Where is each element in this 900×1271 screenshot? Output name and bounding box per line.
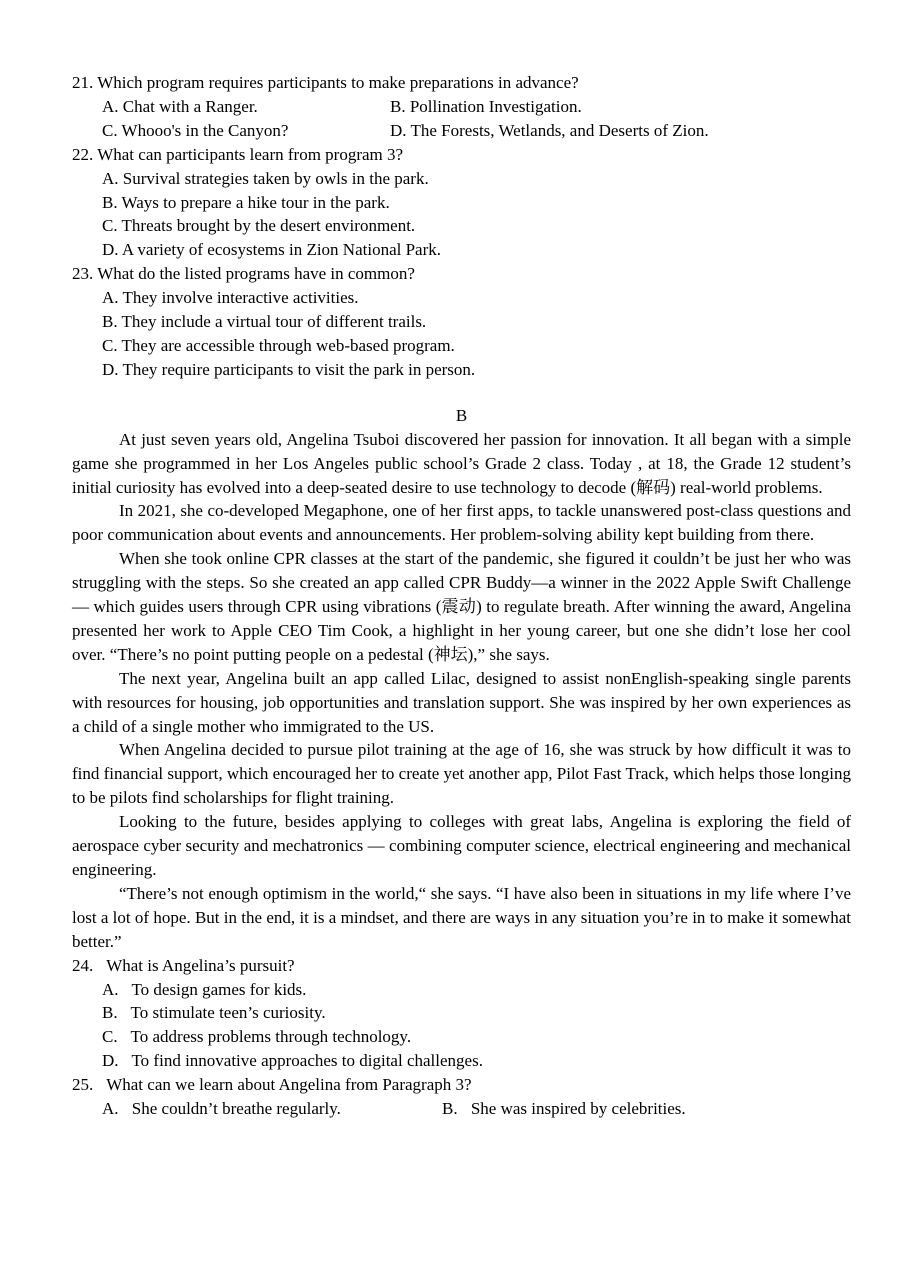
option-label: A. bbox=[102, 168, 119, 188]
option-text: Survival strategies taken by owls in the park. bbox=[122, 168, 429, 188]
options-list bbox=[72, 286, 851, 382]
option-text: They are accessible through web-based program. bbox=[121, 335, 455, 355]
option-22b bbox=[102, 191, 851, 215]
option-label: C. bbox=[102, 216, 118, 236]
question-number: 24. bbox=[72, 955, 94, 975]
question-text: Which program requires participants to make preparations in advance? bbox=[97, 73, 579, 92]
option-label: A. bbox=[102, 288, 119, 308]
option-label: C. bbox=[102, 335, 118, 355]
option-label: B. bbox=[390, 96, 406, 116]
option-21d bbox=[390, 119, 851, 143]
option-text: They involve interactive activities. bbox=[122, 288, 359, 308]
passage-paragraph-5: When Angelina decided to pursue pilot training at the age of 16, she was struck by how difficult it was to find financial support, which encouraged her to create yet another app, Pilot Fast Track, which helps those longing to be pilots find scholarships for flight training. bbox=[72, 740, 851, 808]
option-label: D. bbox=[390, 120, 407, 140]
passage-paragraph-2: In 2021, she co-developed Megaphone, one of her first apps, to tackle unanswered post-class questions and poor communication about events and announcements. Her problem-solving ability kept building from there. bbox=[72, 501, 851, 545]
option-22d bbox=[102, 238, 851, 262]
option-25b bbox=[442, 1097, 851, 1121]
option-24b bbox=[102, 1001, 851, 1025]
reading-passage-b bbox=[72, 404, 851, 954]
passage-paragraph-1: At just seven years old, Angelina Tsuboi discovered her passion for innovation. It all began with a simple game she programmed in her Los Angeles public school’s Grade 2 class. Today , at 18, the Grade 12 student’s initial curiosity has evolved into a deep-seated desire to use technology to decode (解码) real-world problems. bbox=[72, 429, 851, 497]
question-24 bbox=[72, 954, 851, 1074]
question-stem bbox=[72, 1073, 851, 1097]
option-label: C. bbox=[102, 120, 118, 140]
option-text: To find innovative approaches to digital challenges. bbox=[131, 1051, 483, 1071]
option-label: B. bbox=[102, 312, 118, 332]
option-22c bbox=[102, 214, 851, 238]
option-23b bbox=[102, 310, 851, 334]
passage-heading: B bbox=[455, 405, 468, 425]
option-label: B. bbox=[102, 1003, 118, 1023]
option-text: Chat with a Ranger. bbox=[122, 96, 258, 116]
passage-paragraph-6: Looking to the future, besides applying to colleges with great labs, Angelina is exploring the field of aerospace cyber security and mechatronics — combining computer science, electrical engineering and mechanical engineering. bbox=[72, 812, 851, 879]
question-number: 21. bbox=[72, 73, 94, 92]
question-21 bbox=[72, 71, 851, 143]
option-label: C. bbox=[102, 1027, 118, 1047]
question-stem bbox=[72, 71, 851, 95]
question-25 bbox=[72, 1073, 851, 1121]
option-text: She couldn’t breathe regularly. bbox=[131, 1099, 341, 1119]
option-label: B. bbox=[102, 192, 118, 212]
option-label: A. bbox=[102, 1099, 119, 1119]
option-21b bbox=[390, 95, 851, 119]
option-text: Threats brought by the desert environment. bbox=[121, 216, 416, 236]
question-stem bbox=[72, 262, 851, 286]
option-text: The Forests, Wetlands, and Deserts of Zion. bbox=[410, 120, 709, 140]
option-label: D. bbox=[102, 240, 119, 260]
option-label: B. bbox=[442, 1099, 458, 1119]
option-text: To stimulate teen’s curiosity. bbox=[130, 1003, 326, 1023]
option-text: To address problems through technology. bbox=[130, 1027, 412, 1047]
option-23a bbox=[102, 286, 851, 310]
question-number: 22. bbox=[72, 144, 94, 164]
question-22 bbox=[72, 143, 851, 263]
option-label: D. bbox=[102, 359, 119, 379]
option-21a bbox=[102, 95, 390, 119]
option-24a bbox=[102, 978, 851, 1002]
question-text: What can participants learn from program 3? bbox=[97, 144, 404, 164]
options-grid bbox=[72, 95, 851, 143]
option-text: They include a virtual tour of different trails. bbox=[121, 312, 427, 332]
option-text: Pollination Investigation. bbox=[409, 96, 582, 116]
option-24c bbox=[102, 1025, 851, 1049]
question-number: 25. bbox=[72, 1075, 94, 1095]
option-text: Whooo's in the Canyon? bbox=[121, 120, 289, 140]
option-23d bbox=[102, 358, 851, 382]
question-text: What can we learn about Angelina from Paragraph 3? bbox=[106, 1075, 472, 1095]
option-text: Ways to prepare a hike tour in the park. bbox=[121, 192, 390, 212]
option-label: D. bbox=[102, 1051, 119, 1071]
options-list bbox=[72, 978, 851, 1074]
option-text: A variety of ecosystems in Zion National Park. bbox=[121, 240, 442, 260]
question-text: What is Angelina’s pursuit? bbox=[106, 955, 295, 975]
option-22a bbox=[102, 167, 851, 191]
question-23 bbox=[72, 262, 851, 382]
passage-paragraph-7: “There’s not enough optimism in the world,“ she says. “I have also been in situations in my life where I’ve lost a lot of hope. But in the end, it is a mindset, and there are ways in any situation you’re in to make it somewhat better.” bbox=[72, 883, 851, 951]
option-text: She was inspired by celebrities. bbox=[470, 1099, 686, 1119]
option-23c bbox=[102, 334, 851, 358]
option-label: A. bbox=[102, 96, 119, 116]
question-stem bbox=[72, 143, 851, 167]
passage-paragraph-3: When she took online CPR classes at the start of the pandemic, she figured it couldn’t be just her who was struggling with the steps. So she created an app called CPR Buddy—a winner in the 2022 Apple Swift Challenge — which guides users through CPR using vibrations (震动) to regulate breath. After winning the award, Angelina presented her work to Apple CEO Tim Cook, a highlight in her young career, but one she didn’t lose her cool over. “There’s no point putting people on a pedestal (神坛),” she says. bbox=[72, 549, 851, 664]
passage-paragraph-4: The next year, Angelina built an app called Lilac, designed to assist nonEnglish-speaking single parents with resources for housing, job opportunities and translation support. She was inspired by her own experiences as a child of a single mother who immigrated to the US. bbox=[72, 668, 851, 736]
option-21c bbox=[102, 119, 390, 143]
options-grid bbox=[72, 1097, 851, 1121]
option-24d bbox=[102, 1049, 851, 1073]
option-25a bbox=[102, 1097, 442, 1121]
option-text: They require participants to visit the park in person. bbox=[122, 359, 476, 379]
options-list bbox=[72, 167, 851, 263]
option-label: A. bbox=[102, 979, 119, 999]
option-text: To design games for kids. bbox=[131, 979, 307, 999]
question-number: 23. bbox=[72, 264, 94, 284]
question-stem bbox=[72, 954, 851, 978]
question-text: What do the listed programs have in common? bbox=[97, 264, 415, 284]
